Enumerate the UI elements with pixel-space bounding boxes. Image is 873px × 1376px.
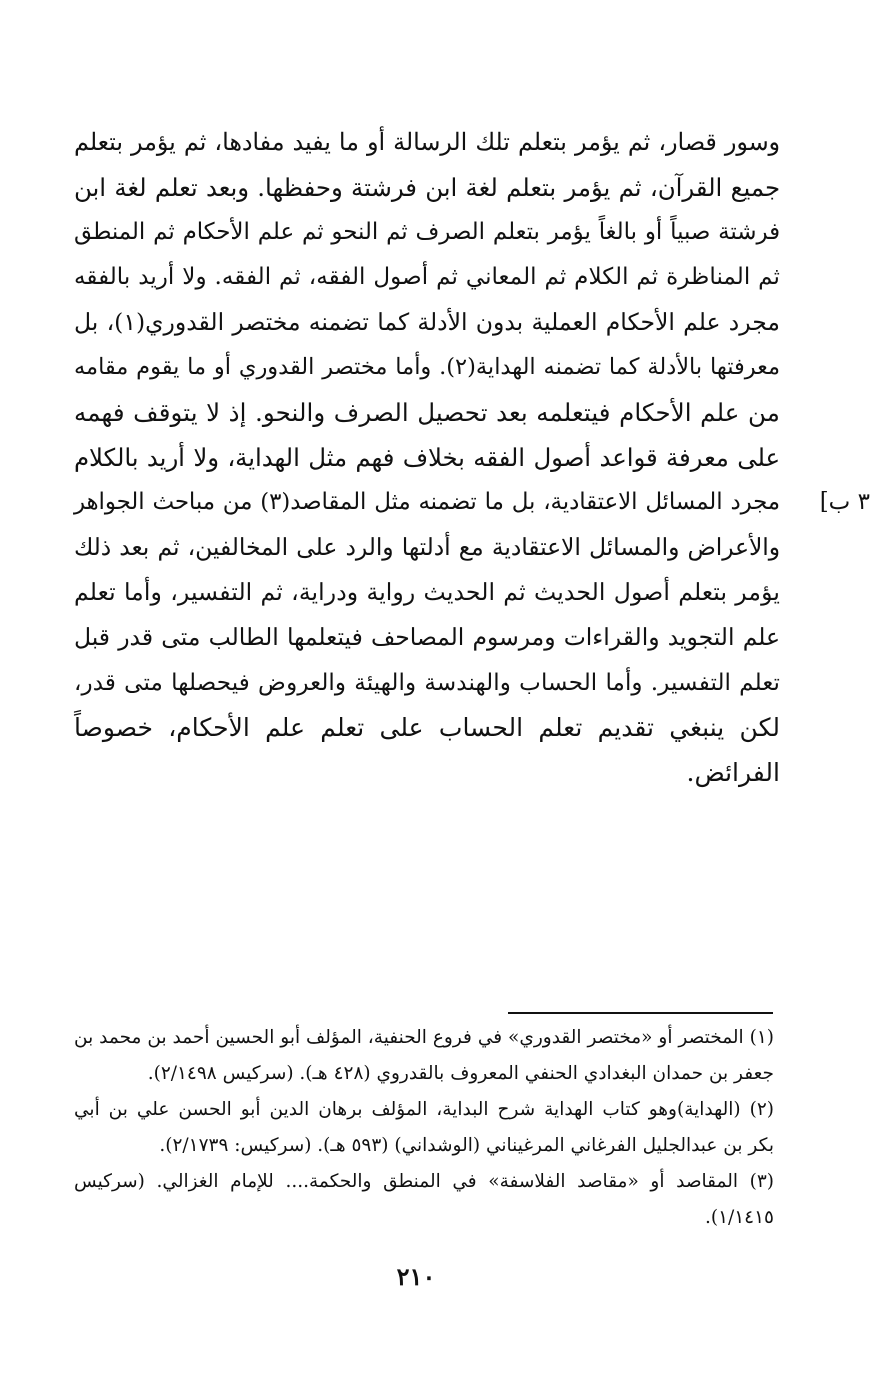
footnotes-block [74,1020,774,1236]
page-number: ٢١٠ [396,1262,436,1291]
text-line: والأعراض والمسائل الاعتقادية مع أدلتها والرد على المخالفين، ثم بعد ذلك [74,534,780,561]
text-line: مجرد علم الأحكام العملية بدون الأدلة كما تضمنه مختصر القدوري(١)، بل [74,308,780,336]
main-text-block [74,120,780,795]
text-line: من علم الأحكام فيتعلمه بعد تحصيل الصرف والنحو. إذ لا يتوقف فهمه [74,398,780,427]
text-line: لكن ينبغي تقديم تعلم الحساب على تعلم علم الأحكام، خصوصاً [74,713,780,742]
text-line: ثم المناظرة ثم الكلام ثم المعاني ثم أصول الفقه، ثم الفقه. ولا أريد بالفقه [74,264,780,290]
footnote-line: بكر بن عبدالجليل الفرغاني المرغيناني (الوشداني) (٥٩٣ هـ). (سركيس: ٢/١٧٣٩). [159,1135,774,1156]
footnote-line: جعفر بن حمدان البغدادي الحنفي المعروف بالقدروي (٤٢٨ هـ). (سركيس ٢/١٤٩٨). [147,1063,774,1084]
text-line: فرشتة صبياً أو بالغاً يؤمر بتعلم الصرف ثم النحو ثم علم الأحكام ثم المنطق [74,219,780,245]
manuscript-folio-marker: ٣ ب] [819,489,870,515]
footnote-line: (٢) (الهداية)وهو كتاب الهداية شرح البداية، المؤلف برهان الدين أبو الحسن علي بن أبي [74,1099,774,1120]
text-line: علم التجويد والقراءات ومرسوم المصاحف فيتعلمها الطالب متى قدر قبل [74,623,780,651]
text-line: جميع القرآن، ثم يؤمر بتعلم لغة ابن فرشتة وحفظها. وبعد تعلم لغة ابن [74,173,780,202]
text-line: الفرائض. [686,758,780,787]
text-line: مجرد المسائل الاعتقادية، بل ما تضمنه مثل المقاصد(٣) من مباحث الجواهر [74,489,780,515]
text-line: يؤمر بتعلم أصول الحديث ثم الحديث رواية ودراية، ثم التفسير، وأما تعلم [74,578,780,606]
footnote-line: (١) المختصر أو «مختصر القدوري» في فروع الحنفية، المؤلف أبو الحسين أحمد بن محمد بن [74,1027,774,1048]
text-line: تعلم التفسير. وأما الحساب والهندسة والهيئة والعروض فيحصلها متى قدر، [74,669,780,696]
footnote-line: (٣) المقاصد أو «مقاصد الفلاسفة» في المنطق والحكمة.... للإمام الغزالي. (سركيس [74,1171,774,1192]
footnote-separator [508,1012,773,1014]
text-line: على معرفة قواعد أصول الفقه بخلاف فهم مثل الهداية، ولا أريد بالكلام [74,443,780,472]
text-line: وسور قصار، ثم يؤمر بتعلم تلك الرسالة أو ما يفيد مفادها، ثم يؤمر بتعلم [74,128,780,156]
text-line: معرفتها بالأدلة كما تضمنه الهداية(٢). وأما مختصر القدوري أو ما يقوم مقامه [74,354,780,380]
footnote-line: ١/١٤١٥). [704,1207,774,1228]
